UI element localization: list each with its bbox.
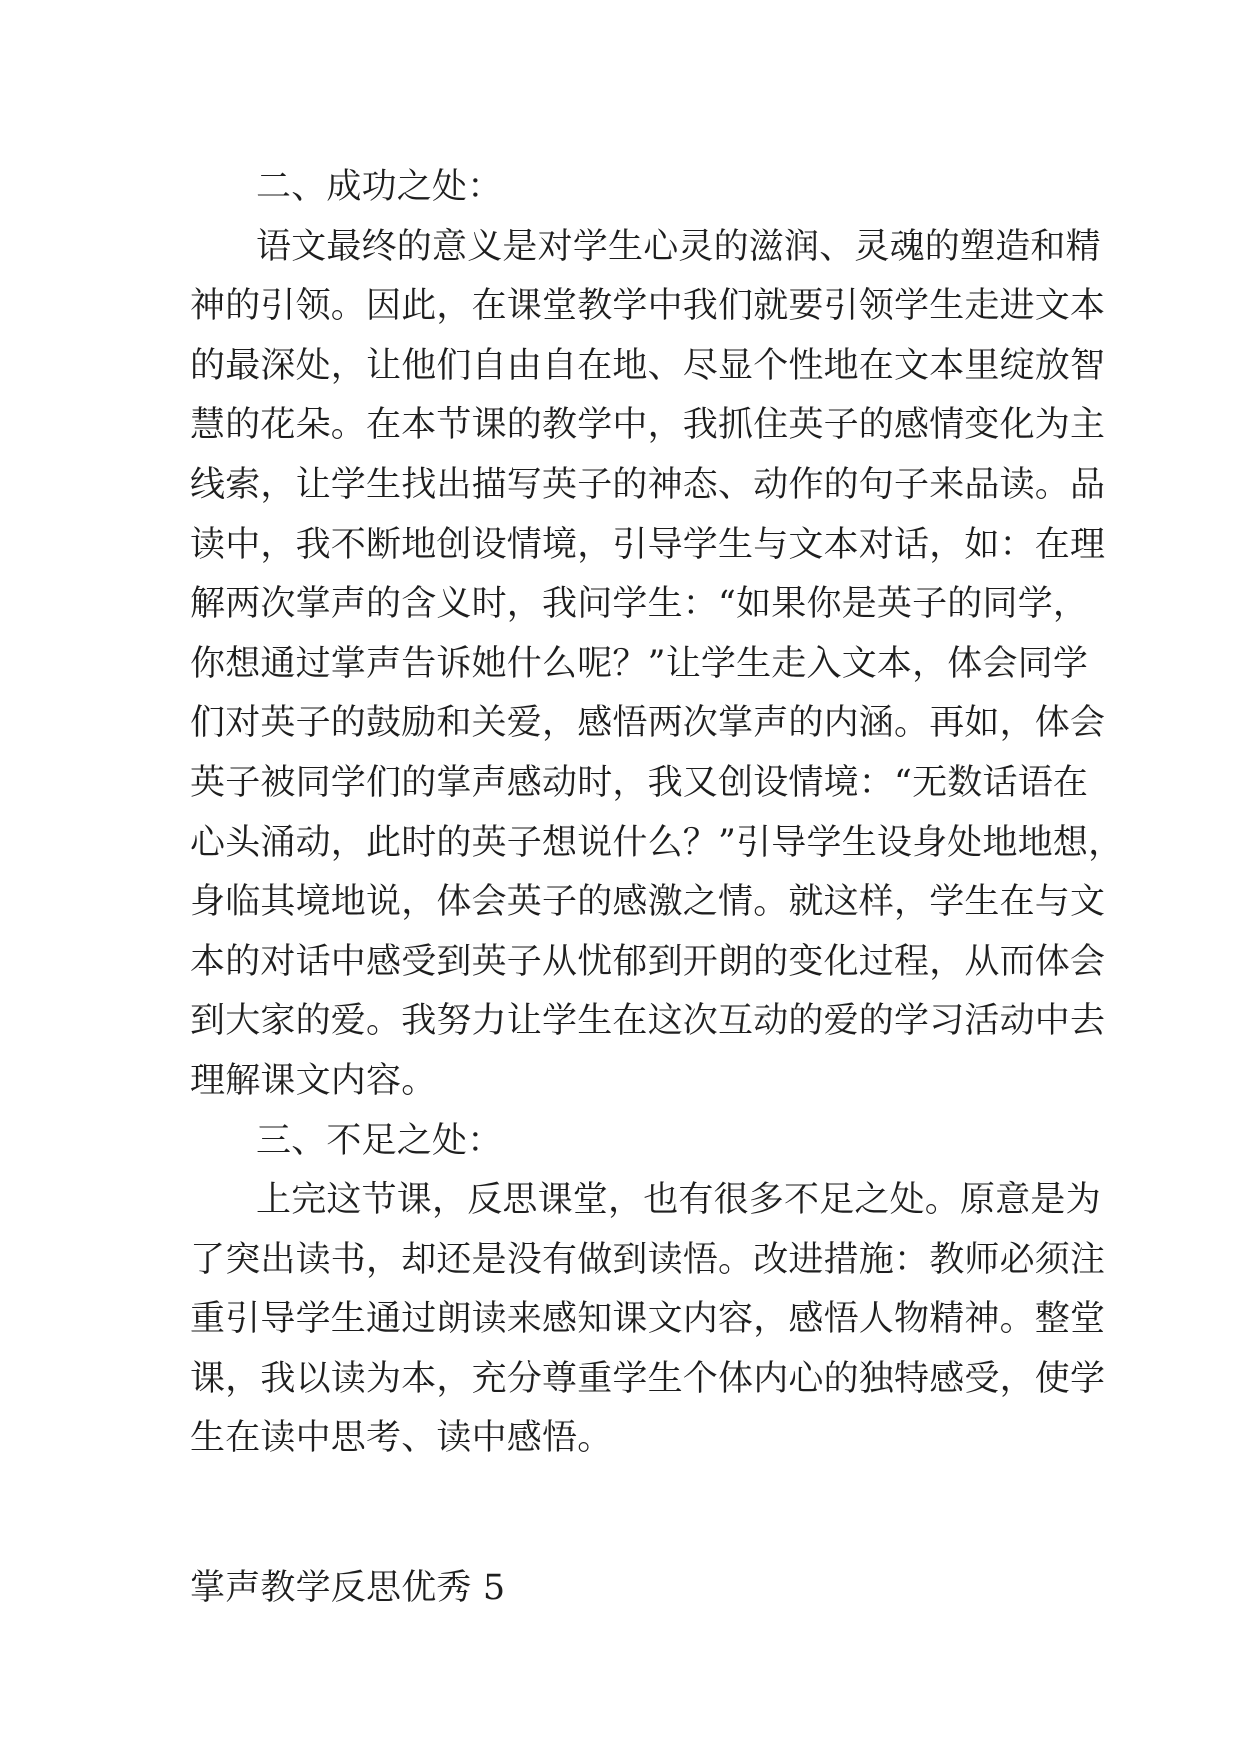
paragraph-line: 上完这节课，反思课堂，也有很多不足之处。原意是为	[256, 1180, 1101, 1221]
paragraph-line: 到大家的爱。我努力让学生在这次互动的爱的学习活动中去	[190, 1001, 1106, 1042]
paragraph-line: 身临其境地说，体会英子的感激之情。就这样，学生在与文	[190, 882, 1106, 923]
paragraph-line: 们对英子的鼓励和关爱，感悟两次掌声的内涵。再如，体会	[190, 703, 1106, 744]
paragraph-line: 了突出读书，却还是没有做到读悟。改进措施：教师必须注	[190, 1239, 1106, 1280]
paragraph-line: 心头涌动，此时的英子想说什么？”引导学生设身处地地想，	[190, 822, 1124, 863]
paragraph-line: 语文最终的意义是对学生心灵的滋润、灵魂的塑造和精	[256, 226, 1101, 267]
section-heading-success: 二、成功之处：	[256, 167, 503, 207]
document-page	[190, 158, 1124, 1619]
paragraph-line: 读中，我不断地创设情境，引导学生与文本对话，如：在理	[190, 524, 1106, 565]
paragraph-line: 英子被同学们的掌声感动时，我又创设情境：“无数话语在	[190, 762, 1089, 803]
paragraph-line: 你想通过掌声告诉她什么呢？”让学生走入文本，体会同学	[190, 643, 1089, 684]
paragraph-line: 解两次掌声的含义时，我问学生：“如果你是英子的同学，	[190, 584, 1089, 625]
section-heading-shortcomings: 三、不足之处：	[256, 1120, 503, 1161]
paragraph-line: 理解课文内容。	[190, 1060, 437, 1101]
next-article-title: 掌声教学反思优秀 5	[190, 1568, 506, 1609]
paragraph-line: 的最深处，让他们自由自在地、尽显个性地在文本里绽放智	[190, 345, 1106, 386]
paragraph-line: 神的引领。因此，在课堂教学中我们就要引领学生走进文本	[190, 286, 1106, 327]
paragraph-line: 慧的花朵。在本节课的教学中，我抓住英子的感情变化为主	[190, 405, 1106, 446]
paragraph-line: 重引导学生通过朗读来感知课文内容，感悟人物精神。整堂	[190, 1299, 1106, 1340]
paragraph-line: 线索，让学生找出描写英子的神态、动作的句子来品读。品	[190, 464, 1106, 505]
section-spacer	[190, 1469, 1050, 1559]
paragraph-line: 生在读中思考、读中感悟。	[190, 1418, 613, 1459]
paragraph-line: 课，我以读为本，充分尊重学生个体内心的独特感受，使学	[190, 1358, 1106, 1399]
paragraph-line: 本的对话中感受到英子从忧郁到开朗的变化过程，从而体会	[190, 941, 1106, 982]
